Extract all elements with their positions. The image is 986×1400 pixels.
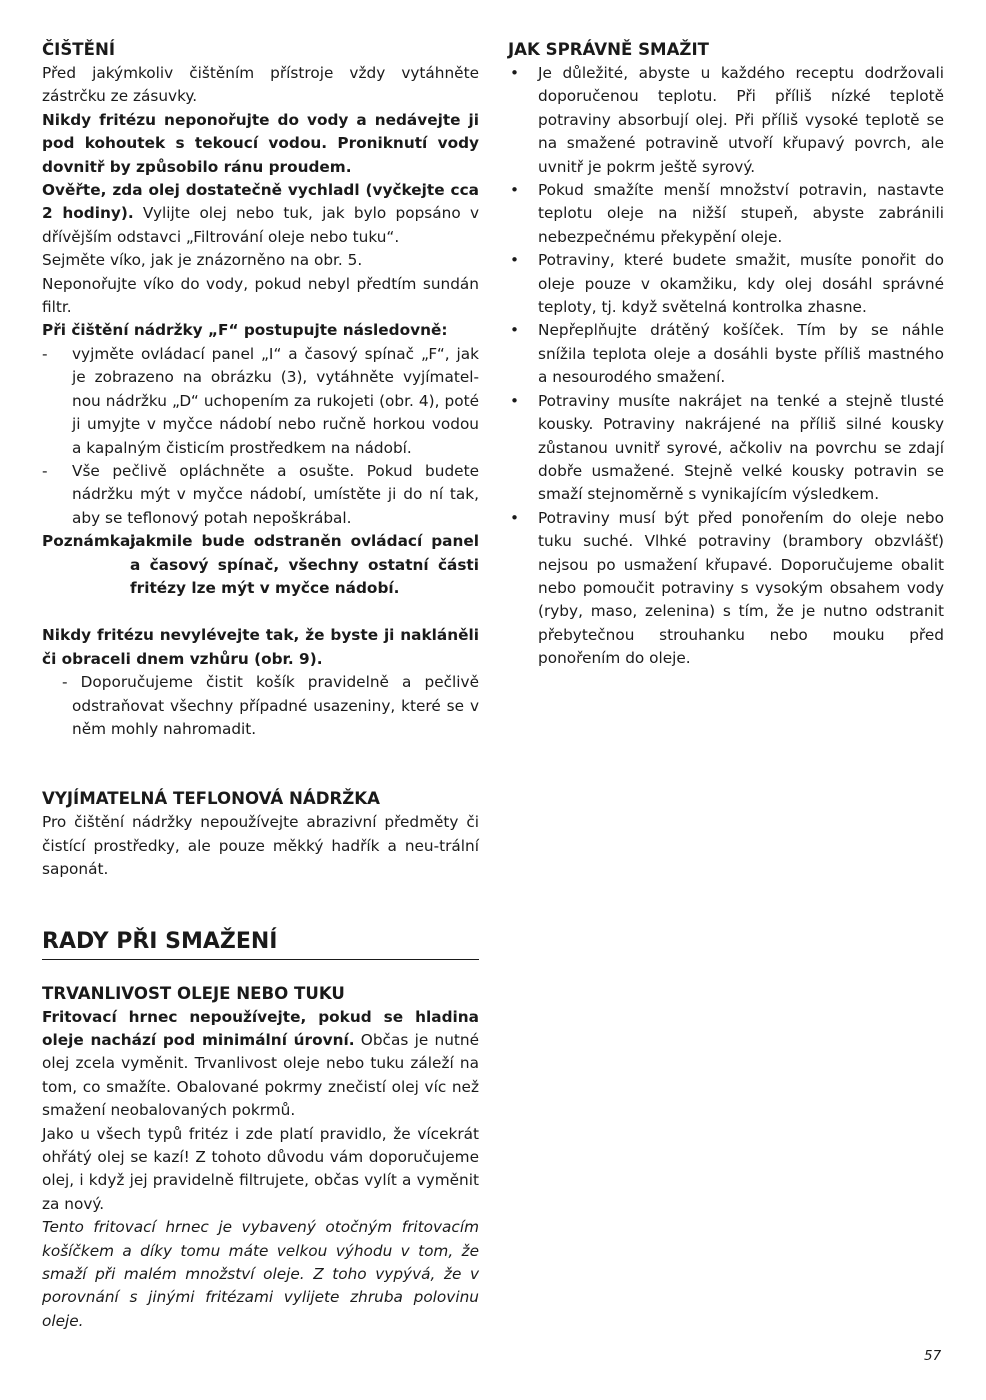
left-column — [42, 38, 479, 1333]
bullet-text-6: Potraviny musí být před ponořením do oleje nebo tuku suché. Vlhké potraviny (brambory obzvlášť) nejsou po usmažení křupavé. Doporučujeme obalit nebo pomoučit potraviny s vysokým obsahem vody (ryby, maso, zelenina) s tím, že je nutno odstranit přebytečnou strouhanku nebo mouku před ponořením do oleje. — [538, 508, 944, 668]
dash-marker: - — [62, 673, 68, 692]
section-title-cleaning: ČIŠTĚNÍ — [42, 40, 116, 59]
section-title-removable-tank: VYJÍMATELNÁ TEFLONOVÁ NÁDRŽKA — [42, 789, 380, 809]
note-lead: Poznámka: — [42, 532, 137, 551]
bullet-item — [508, 62, 944, 179]
cleaning-dash-item — [42, 343, 479, 460]
bullet-marker: • — [510, 321, 520, 340]
cleaning-warning-water: Nikdy fritézu neponořujte do vody a nedávejte ji pod kohoutek s tekoucí vodou. Proniknutí vody dovnitř by způsobilo ránu proudem. — [42, 110, 479, 176]
dash-marker: - — [42, 461, 48, 480]
oil-life-paragraph-1 — [42, 1006, 479, 1123]
cleaning-paragraph-lid: Sejměte víko, jak je znázorněno na obr. 5. — [42, 251, 363, 270]
cleaning-warning-tilt: Nikdy fritézu nevylévejte tak, že byste ji nakláněli či obraceli dnem vzhůru (obr. 9). — [42, 626, 479, 668]
oil-life-bold: Fritovací hrnec nepoužívejte, pokud se hladina oleje nachází pod minimální úrovní. — [42, 1007, 479, 1049]
bullet-text-2: Pokud smažíte menší množství potravin, nastavte teplotu oleje na nižší stupeň, abyste zabránili nebezpečnému překypění oleje. — [538, 181, 944, 246]
cleaning-oil-bold: Ověřte, zda olej dostatečně vychladl (vyčkejte cca 2 hodiny). — [42, 181, 479, 223]
section-title-how-to-fry: JAK SPRÁVNĚ SMAŽIT — [508, 40, 709, 59]
removable-tank-paragraph: Pro čištění nádržky nepoužívejte abrazivní předměty či čistící prostředky, ale pouze měkký hadřík a neu-trální saponát. — [42, 813, 479, 879]
bullet-text-1: Je důležité, abyste u každého receptu dodržovali doporučenou teplotu. Při příliš nízké teplotě potraviny absorbují olej. Při příliš vysoké teplotě se na smažené potravině utvoří křupavý povrch, ale uvnitř je pokrm ještě syrový. — [538, 64, 944, 176]
right-column — [508, 38, 944, 671]
oil-life-rest: Občas je nutné olej zcela vyměnit. Trvanlivost oleje nebo tuku záleží na tom, co smažíte. Obalované pokrmy znečistí olej víc než smažení neobalovaných pokrmů. — [42, 1031, 479, 1120]
bullet-item — [508, 249, 944, 319]
cleaning-paragraph-filter: Neponořujte víko do vody, pokud nebyl předtím sundán filtr. — [42, 274, 479, 317]
bullet-item — [508, 179, 944, 249]
chapter-title-frying-tips: RADY PŘI SMAŽENÍ — [42, 928, 479, 960]
bullet-marker: • — [510, 251, 520, 270]
dash-marker: - — [42, 344, 48, 363]
cleaning-dash-text-3: Doporučujeme čistit košík pravidelně a pečlivě odstraňovat všechny případné usazeniny, které se v něm mohly nahromadit. — [72, 673, 479, 738]
section-title-oil-life: TRVANLIVOST OLEJE NEBO TUKU — [42, 983, 345, 1003]
cleaning-oil-rest: Vylijte olej nebo tuk, jak bylo popsáno v dřívějším odstavci „Filtrování oleje nebo tuku“. — [42, 204, 479, 246]
cleaning-dash-text-1: vyjměte ovládací panel „I“ a časový spínač „F“, jak je zobrazeno na obrázku (3), vytáhněte vyjímatel-nou nádržku „D“ uchopením za rukojeti (obr. 4), poté ji umyjte v myčce nádobí nebo ručně horkou vodou a kapalným čisticím prostředkem na nádobí. — [72, 344, 479, 457]
cleaning-paragraph-oil — [42, 179, 479, 249]
oil-life-paragraph-2: Jako u všech typů fritéz i zde platí pravidlo, že vícekrát ohřátý olej se kazí! Z tohoto důvodu vám doporučujeme olej, i když jej pravidelně filtrujete, občas vylít a vyměnit za nový. — [42, 1124, 479, 1213]
oil-life-paragraph-italic: Tento fritovací hrnec je vybavený otočným fritovacím košíčkem a díky tomu máte velkou výhodu v tom, že smaží při malém množství oleje. Z toho vypývá, že v porovnání s jinými fritézami vylijete zhruba polovinu oleje. — [42, 1218, 479, 1330]
bullet-item — [508, 507, 944, 671]
page-number: 57 — [924, 1348, 942, 1364]
bullet-text-4: Nepřeplňujte drátěný košíček. Tím by se náhle snížila teplota oleje a dosáhli byste příliš mastného a nesourodého smažení. — [538, 321, 944, 387]
bullet-text-3: Potraviny, které budete smažit, musíte ponořit do oleje pouze v okamžiku, kdy olej dosáhl správné teploty, tj. když světelná kontrolka zhasne. — [538, 251, 944, 317]
cleaning-paragraph-unplug: Před jakýmkoliv čištěním přístroje vždy vytáhněte zástrčku ze zásuvky. — [42, 64, 479, 106]
cleaning-tank-heading: Při čištění nádržky „F“ postupujte následovně: — [42, 321, 448, 340]
bullet-item — [508, 390, 944, 507]
bullet-marker: • — [510, 64, 520, 82]
cleaning-dash-item — [42, 460, 479, 530]
bullet-item — [508, 319, 944, 389]
cleaning-note — [42, 530, 479, 600]
note-text: jakmile bude odstraněn ovládací panel a časový spínač, všechny ostatní části fritézy lze mýt v myčce nádobí. — [130, 532, 479, 597]
cleaning-dash-text-2: Vše pečlivě opláchněte a osušte. Pokud budete nádržku mýt v myčce nádobí, umístěte ji do ní tak, aby se teflonový potah nepoškrábal. — [72, 461, 479, 527]
cleaning-dash-item — [42, 671, 479, 741]
bullet-text-5: Potraviny musíte nakrájet na tenké a stejně tlusté kousky. Potraviny nakrájené na příliš silné kousky zůstanou uvnitř syrové, ačkoliv na povrchu se zdají dobře usmažené. Stejně velké kousky potravin se smaží stejnoměrně s vynikajícím výsledkem. — [538, 391, 944, 504]
bullet-marker: • — [510, 391, 520, 410]
bullet-marker: • — [510, 508, 520, 527]
bullet-marker: • — [510, 181, 520, 200]
